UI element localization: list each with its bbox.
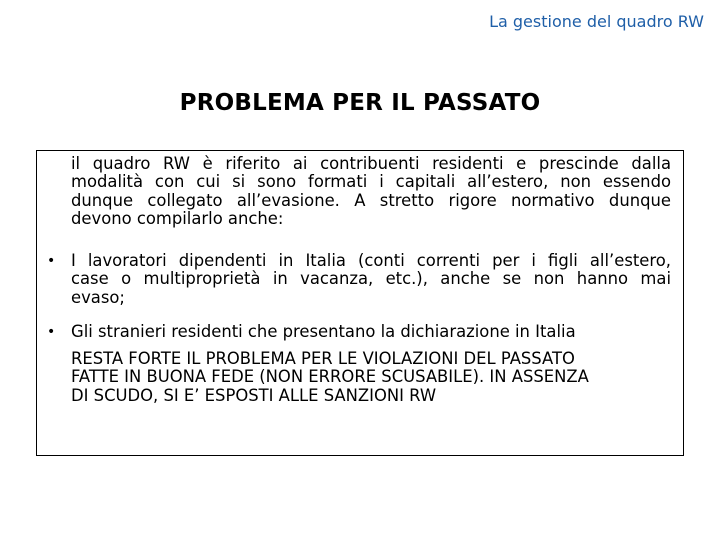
intro-paragraph xyxy=(71,155,671,229)
slide-title: PROBLEMA PER IL PASSATO xyxy=(179,90,541,116)
closing-paragraph xyxy=(71,350,681,405)
closing-line: DI SCUDO, SI E’ ESPOSTI ALLE SANZIONI RW xyxy=(71,385,437,405)
intro-line: il quadro RW è riferito ai contribuenti residenti e prescinde dalla xyxy=(71,154,671,173)
bullet-dot-icon: • xyxy=(47,253,56,269)
bullet-item xyxy=(47,322,671,341)
bullet-item xyxy=(47,251,671,307)
intro-line: modalità con cui si sono formati i capitali all’estero, non essendo xyxy=(71,172,671,192)
bullet-line: I lavoratori dipendenti in Italia (conti correnti per i figli all’estero, xyxy=(71,251,671,270)
bullet-line: case o multiproprietà in vacanza, etc.), anche se non hanno mai xyxy=(71,269,671,289)
intro-line: devono compilarlo anche: xyxy=(71,209,284,229)
header-title: La gestione del quadro RW xyxy=(489,12,704,31)
closing-line: RESTA FORTE IL PROBLEMA PER LE VIOLAZIONI DEL PASSATO xyxy=(71,349,575,368)
content-box xyxy=(36,150,684,456)
bullet-dot-icon: • xyxy=(47,324,56,340)
intro-line: dunque collegato all’evasione. A stretto rigore normativo dunque xyxy=(71,190,671,210)
bullet-line: evaso; xyxy=(71,287,125,307)
closing-line: FATTE IN BUONA FEDE (NON ERRORE SCUSABILE). IN ASSENZA xyxy=(71,367,589,387)
bullet-line: Gli stranieri residenti che presentano la dichiarazione in Italia xyxy=(71,322,576,341)
